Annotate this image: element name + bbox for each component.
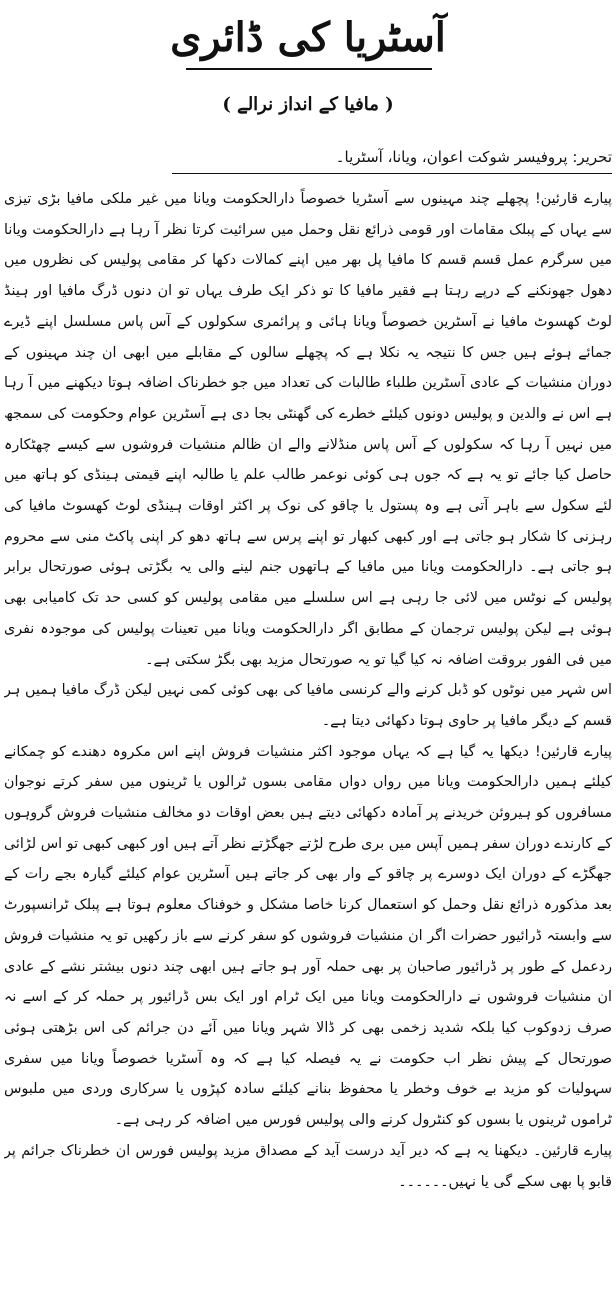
title-underline [186,68,432,70]
article-paragraph: پیارے قارئین! پچھلے چند مہینوں سے آسٹریا خصوصاً دارالحکومت ویانا میں غیر ملکی مافیا بڑی تیزی سے یہاں کے پبلک مقامات اور قومی ذرائع نقل وحمل میں سرائیت کرتا نظر آ رہا ہے دارالحکومت ویانا میں سرگرم عمل قسم قسم کا مافیا پل بھر میں اپنے کمالات دکھا کر مقامی پولیس کی نظروں میں دھول جھونکنے کے درپے رہتا ہے فقیر مافیا کا تو ذکر ایک طرف یہاں تو ان دنوں ڈرگ مافیا اور ہینڈ لوٹ کھسوٹ مافیا نے آسٹرین خصوصاً ویانا ہائی و پرائمری سکولوں کے آس پاس مسلسل اپنے ڈیرے جمائے ہوئے ہیں جس کا نتیجہ یہ نکلا ہے کہ پچھلے سالوں کے مقابلے میں ابھی ان چند مہینوں کے دوران منشیات کے عادی آسٹرین طلباء طالبات کی تعداد میں جو خطرناک اضافہ ہوتا دیکھنے میں آ رہا ہے اس نے والدین و پولیس دونوں کیلئے خطرے کی گھنٹی بجا دی ہے آسٹرین عوام وحکومت کی سمجھ میں نہیں آ رہا کہ سکولوں کے آس پاس منڈلانے والے ان ظالم منشیات فروشوں سے کیسے چھٹکارہ حاصل کیا جائے تو یہ ہے کہ جوں ہی کوئی نوعمر طالب علم یا طالبہ اپنے قیمتی ہینڈی کو ہاتھ میں لئے سکول سے باہر آتی ہے وہ پستول یا چاقو کی نوک پر اکثر اوقات ہینڈی لوٹ کھسوٹ مافیا کی رہزنی کا شکار ہو جاتی ہے اور کبھی کبھار تو اپنے پرس سے ہاتھ دھو کر اپنی پاکٹ منی سے محروم ہو جاتی ہے۔ دارالحکومت ویانا میں مافیا کے ہاتھوں جنم لینے والی یہ بگڑتی ہوئی صورتحال برابر پولیس کے نوٹس میں لائی جا رہی ہے اس سلسلے میں مقامی پولیس کو کسی حد تک کامیابی بھی ہوئی ہے لیکن پولیس ترجمان کے مطابق اگر دارالحکومت ویانا میں تعینات پولیس کی موجودہ نفری میں فی الفور بروقت اضافہ نہ کیا گیا تو یہ صورتحال مزید بھی بگڑ سکتی ہے۔ [4,191,612,668]
byline-underline [172,173,612,174]
article-subtitle: ( مافیا کے انداز نرالے ) [222,94,394,115]
article-title: آسٹریا کی ڈائری [170,14,446,61]
article-paragraph: اس شہر میں نوٹوں کو ڈبل کرنے والے کرنسی مافیا کی بھی کوئی کمی نہیں لیکن ڈرگ مافیا ہمیں ہر قسم کے دیگر مافیا پر حاوی ہوتا دکھائی دیتا ہے۔ [4,682,612,729]
author-byline: تحریر: پروفیسر شوکت اعوان، ویانا، آسٹریا۔ [335,148,612,166]
article-paragraph: پیارے قارئین۔ دیکھنا یہ ہے کہ دیر آید درست آید کے مصداق مزید پولیس فورس ان خطرناک جرائم پر قابو پا بھی سکے گی یا نہیں۔۔۔۔۔۔ [4,1142,612,1190]
article-paragraph: پیارے قارئین! دیکھا یہ گیا ہے کہ یہاں موجود اکثر منشیات فروش اپنے اس مکروہ دھندے کو چمکانے کیلئے ہمیں دارالحکومت ویانا میں رواں دواں مقامی بسوں ٹرالوں یا ٹرینوں میں سفر کرتے نوجوان مسافروں کو ہیروئن خریدنے پر آمادہ دکھائی دیتے ہیں بعض اوقات دو مخالف منشیات فروش گروہوں کے کارندے دوران سفر ہمیں آپس میں بری طرح لڑتے جھگڑتے نظر آتے ہیں اور کبھی کبھی تو اس لڑائی جھگڑے کے دوران ایک دوسرے پر چاقو کے وار بھی کر جاتے ہیں آسٹرین عوام کیلئے گیارہ بجے رات کے بعد مذکورہ ذرائع نقل وحمل کو استعمال کرنا خاصا مشکل و خوفناک معلوم ہوتا ہے پبلک ٹرانسپورٹ سے وابستہ ڈرائیور حضرات اگر ان منشیات فروشوں کو سفر کرنے سے باز رکھیں تو یہ منشیات فروش ردعمل کے طور پر ڈرائیور صاحبان پر بھی حملہ آور ہو جاتے ہیں ابھی چند دنوں بیشتر نشے کے عادی ان منشیات فروشوں نے دارالحکومت ویانا میں ایک ٹرام اور ایک بس ڈرائیور پر حملہ کر کے اسے نہ صرف زدوکوب کیا بلکہ شدید زخمی بھی کر ڈالا شہر ویانا میں آئے دن جرائم کی اس بڑھتی ہوئی صورتحال کے پیش نظر اب حکومت نے یہ فیصلہ کیا ہے کہ وہ آسٹریا خصوصاً ویانا میں سفری سہولیات کو مزید بے خوف وخطر یا محفوظ بنانے کیلئے سادہ کپڑوں یا سرکاری وردی میں ملبوس ٹراموں ٹرینوں یا بسوں کو کنٹرول کرنے والی پولیس فورس میں اضافہ کر رہی ہے۔ [4,743,612,1129]
article-body [4,184,612,1306]
